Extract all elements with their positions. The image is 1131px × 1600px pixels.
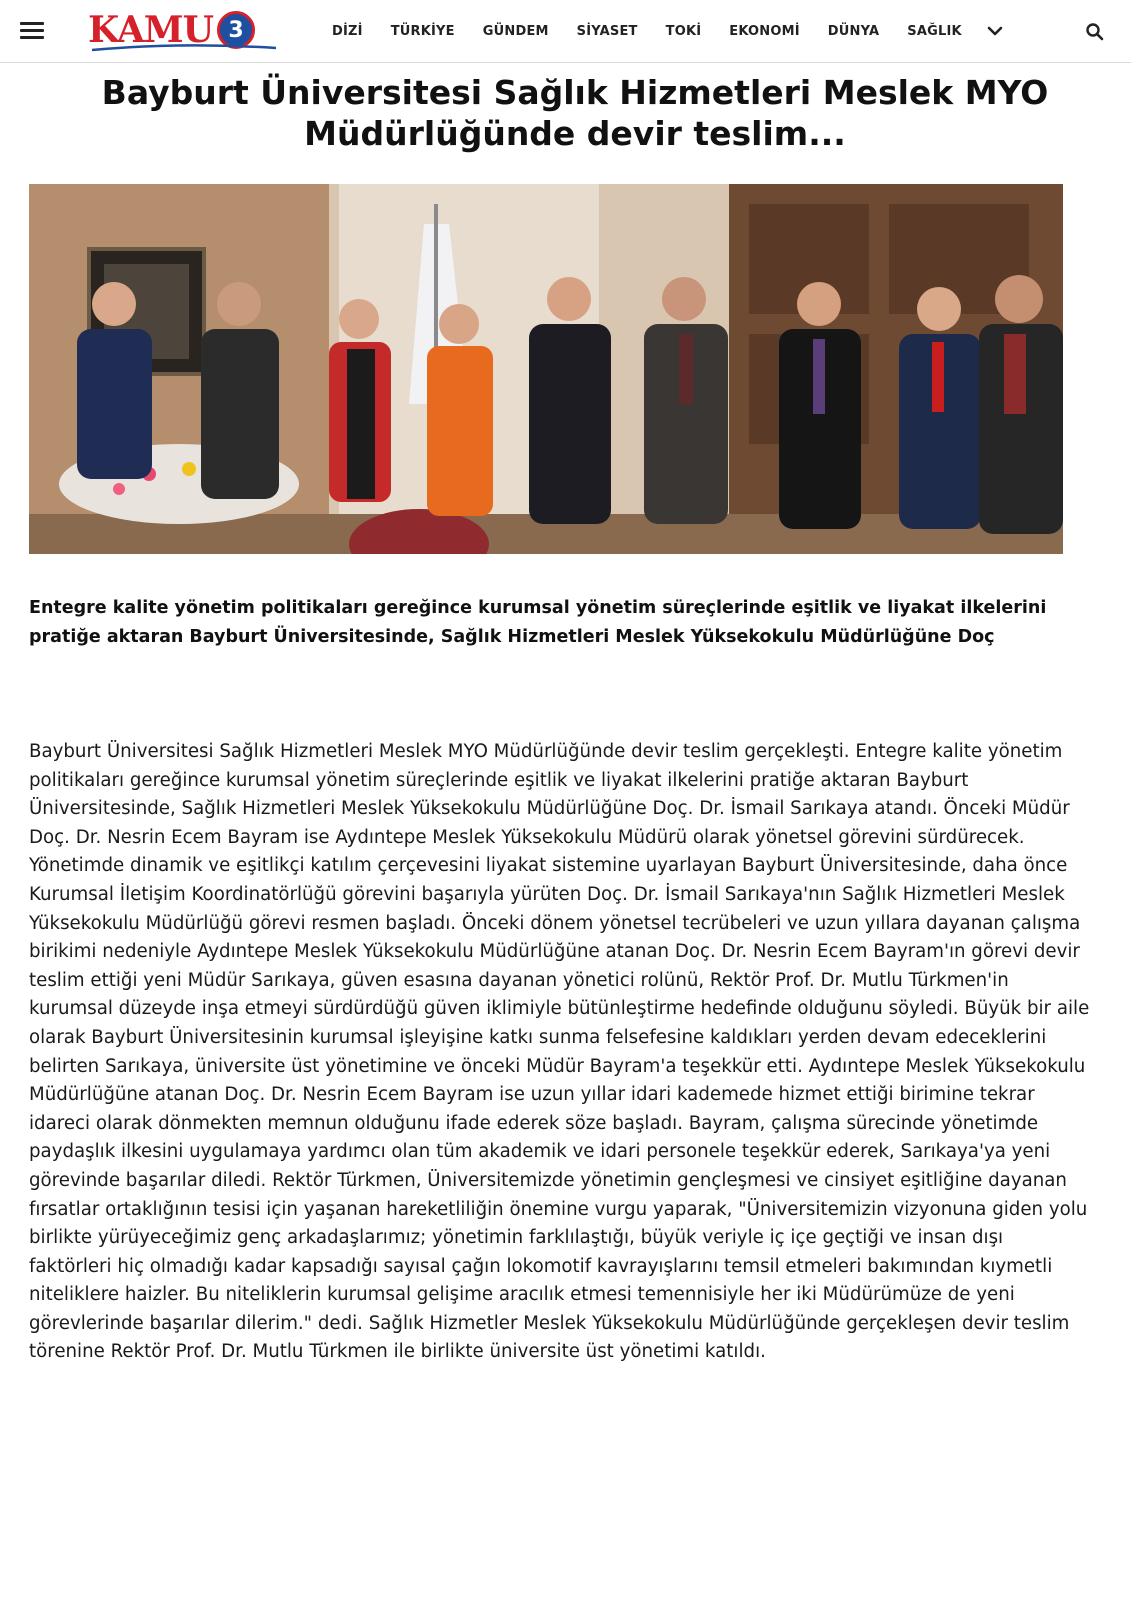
search-icon[interactable] (1085, 22, 1105, 42)
nav-item-dunya[interactable]: DÜNYA (827, 23, 880, 39)
article-title: Bayburt Üniversitesi Sağlık Hizmetleri Meslek MYO Müdürlüğünde devir teslim... (101, 73, 1049, 153)
hamburger-menu-icon[interactable] (20, 22, 44, 40)
main-nav (318, 0, 1004, 62)
article-photo (29, 184, 1063, 554)
logo-badge: 3 (217, 11, 255, 49)
group-photo-illustration (29, 184, 1063, 554)
nav-item-turkiye[interactable]: TÜRKİYE (390, 23, 455, 39)
article-summary: Entegre kalite yönetim politikaları gereğince kurumsal yönetim süreçlerinde eşitlik ve liyakat ilkelerini pratiğe aktaran Bayburt Üniversitesinde, Sağlık Hizmetleri Meslek Yüksekokulu Müdürlüğüne Doç (29, 598, 1047, 647)
nav-item-toki[interactable]: TOKİ (665, 23, 702, 39)
nav-item-gundem[interactable]: GÜNDEM (482, 23, 549, 39)
article-body: Bayburt Üniversitesi Sağlık Hizmetleri Meslek MYO Müdürlüğünde devir teslim gerçekleşti. Entegre kalite yönetim politikaları gereğince kurumsal yönetim süreçlerinde eşitlik ve liyakat ilkelerini pratiğe aktaran Bayburt Üniversitesinde, Sağlık Hizmetleri Meslek Yüksekokulu Müdürlüğüne Doç. Dr. İsmail Sarıkaya atandı. Önceki Müdür Doç. Dr. Nesrin Ecem Bayram ise Aydıntepe Meslek Yüksekokulu Müdürü olarak yönetsel görevini sürdürecek. Yönetimde dinamik ve eşitlikçi katılım çerçevesini liyakat sistemine uyarlayan Bayburt Üniversitesinde, daha önce Kurumsal İletişim Koordinatörlüğü görevini başarıyla yürüten Doç. Dr. İsmail Sarıkaya'nın Sağlık Hizmetleri Meslek Yüksekokulu Müdürlüğü görevi resmen başladı. Önceki dönem yönetsel tecrübeleri ve uzun yıllara dayanan çalışma birikimi nedeniyle Aydıntepe Meslek Yüksekokulu Müdürlüğüne atanan Doç. Dr. Nesrin Ecem Bayram'ın görevi devir teslim ettiği yeni Müdür Sarıkaya, güven esasına dayanan yönetici rolünü, Rektör Prof. Dr. Mutlu Türkmen'in kurumsal düzeyde inşa etmeyi sürdürdüğü güven iklimiyle bütünleştirme hedefinde olduğunu söyledi. Büyük bir aile olarak Bayburt Üniversitesinin kurumsal işleyişine katkı sunma felsefesine kaldıkları yerden devam edeceklerini belirten Sarıkaya, üniversite üst yönetimine ve önceki Müdür Bayram'a teşekkür etti. Aydıntepe Meslek Yüksekokulu Müdürlüğüne atanan Doç. Dr. Nesrin Ecem Bayram ise uzun yıllar idari kademede hizmet ettiği birimine tekrar idareci olarak dönmekten memnun olduğunu ifade ederek söze başladı. Bayram, çalışma sürecinde yönetimde paydaşlık ilkesini uygulamaya yardımcı olan tüm akademik ve idari personele teşekkür ederek, Sarıkaya'ya yeni görevinde başarılar diledi. Rektör Türkmen, Üniversitemizde yönetimin gençleşmesi ve cinsiyet eşitliğine dayanan fırsatlar ortaklığının tesisi için yaşanan hareketliliğin önemine vurgu yaparak, "Üniversitemizin vizyonuna giden yolu birlikte yürüyeceğimiz genç arkadaşlarımız; yönetimin farklılaştığı, büyük veriyle iç içe geçtiği ve insan dışı faktörleri hiç olmadığı kadar kapsadığı sayısal çağın lokomotif kavrayışlarını temsil etmeleri bakımından kıymetli niteliklere haizler. Bu niteliklerin kurumsal gelişime aracılık etmesi temennisiyle her iki Müdürümüze de yeni görevlerinde başarılar dilerim." dedi. Sağlık Hizmetler Meslek Yüksekokulu Müdürlüğünde gerçekleşen devir teslim törenine Rektör Prof. Dr. Mutlu Türkmen ile birlikte üniversite üst yönetimi katıldı. (29, 741, 1090, 1363)
nav-item-dizi[interactable]: DİZİ (332, 23, 363, 39)
site-logo[interactable] (88, 6, 255, 54)
chevron-down-icon[interactable] (986, 22, 1004, 40)
nav-item-siyaset[interactable]: SİYASET (576, 23, 638, 39)
logo-text: KAMU (88, 9, 214, 51)
nav-item-ekonomi[interactable]: EKONOMİ (729, 23, 800, 39)
nav-item-saglik[interactable]: SAĞLIK (907, 23, 962, 39)
site-header (0, 0, 1131, 63)
logo-swoosh-icon (90, 44, 280, 52)
